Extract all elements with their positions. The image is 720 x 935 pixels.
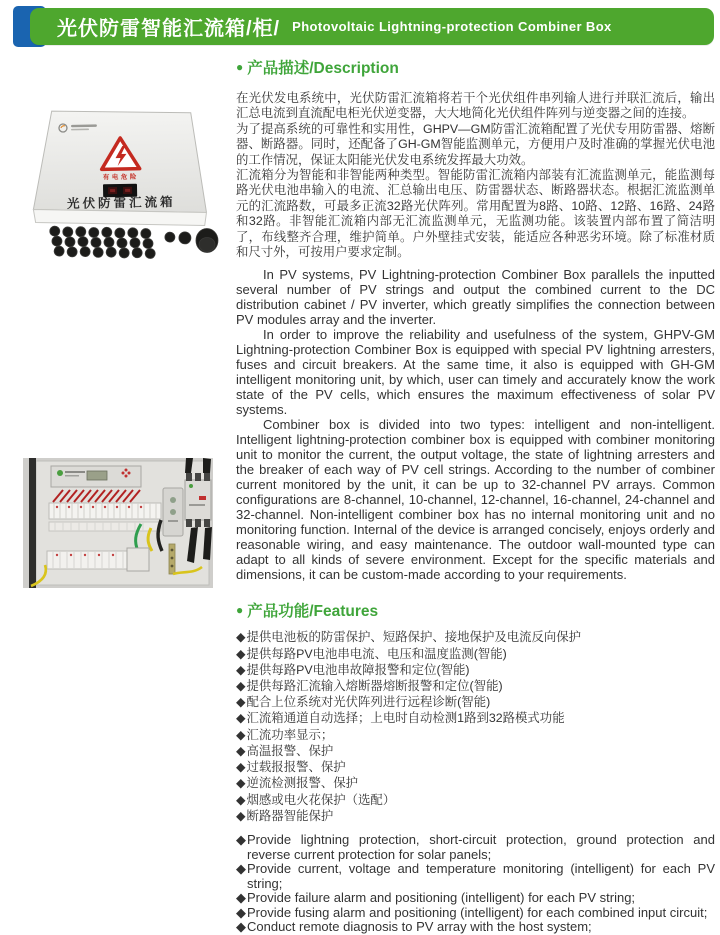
combiner-box-photo <box>20 96 225 276</box>
feature-item-en <box>236 891 715 906</box>
description-paragraph-en: Combiner box is divided into two types: intelligent and non-intelligent. Intelligent lightning-protection combiner box is equipped with combiner monitoring unit to monitor the current, the output voltage, the state of lightning arresters and the breaker of each way of PV cell strings. According to the number of combiner current monitored by the unit, it can be up to 32-channel PV arrays. Common configurations are 8-channel, 10-channel, 12-channel, 16-channel, 24-channel and 32-channel. Non-intelligent combiner box has no internal monitoring unit and no monitoring function. Internal of the device is arranged concisely, enjoys orderly and reasonable wiring, and easy maintenance. The outdoor wall-mounted type can adapt to all kinds of severe environment. Except for the specific materials and dimensions, it can be custom-made according to your requirements. <box>236 417 715 583</box>
section-bullet-icon: ● <box>236 603 244 618</box>
feature-item-en <box>236 906 715 921</box>
feature-item-zh <box>236 775 715 791</box>
feature-item-text: Provide failure alarm and positioning (intelligent) for each PV string; <box>247 890 636 906</box>
diamond-bullet-icon: ◆ <box>236 695 246 710</box>
warning-label: 有电危险 <box>102 173 139 182</box>
feature-item-text: 提供每路汇流输入熔断器熔断报警和定位(智能) <box>246 679 503 694</box>
feature-item-zh <box>236 629 715 645</box>
features-section-heading <box>236 599 715 621</box>
combiner-box-internal-photo <box>23 458 213 588</box>
diamond-bullet-icon: ◆ <box>236 904 246 920</box>
diamond-bullet-icon: ◆ <box>236 727 246 742</box>
feature-item-text: 高温报警、保护 <box>246 743 334 758</box>
description-paragraph-zh: 汇流箱分为智能和非智能两种类型。智能防雷汇流箱内部装有汇流监测单元，能监测每路光伏电池串输入的电流、汇总输出电压、防雷器状态、断路器状态。根据汇流监测单元的汇流路数，可最多正流32路光伏阵列。常用配置为8路、10路、12路、16路、24路和32路。非智能汇流箱内部无汇流监测单元，无监测功能。该装置内部布置了简洁明了，布线整齐合理，维护简单。户外壁挂式安装，能适应各种恶劣环境。除了标准材质和尺寸外，可按用户要求定制。 <box>236 168 715 260</box>
feature-item-text: 配合上位系统对光伏阵列进行远程诊断(智能) <box>246 695 491 710</box>
feature-item-zh <box>236 759 715 775</box>
diamond-bullet-icon: ◆ <box>236 760 246 775</box>
features-heading-label: 产品功能/Features <box>247 603 379 621</box>
page-title-zh: 光伏防雷智能汇流箱/柜/ <box>57 18 281 40</box>
feature-item-zh <box>236 808 715 824</box>
monitoring-unit <box>51 466 141 487</box>
feature-item-text: 提供电池板的防雷保护、短路保护、接地保护及电流反向保护 <box>246 630 582 645</box>
diamond-bullet-icon: ◆ <box>236 743 246 758</box>
description-paragraph-en: In order to improve the reliability and usefulness of the system, GHPV-GM Lightning-protection Combiner Box is equipped with special PV lightning arresters, fuses and circuit breakers. At the same time, it also is equipped with GH-GM intelligent monitoring unit, by which, user can timely and accurately know the work state of the PV cells, which ensures the maximum effectiveness of solar PV systems. <box>236 327 715 418</box>
section-bullet-icon: ● <box>236 60 244 74</box>
diamond-bullet-icon: ◆ <box>236 919 246 935</box>
feature-item-text: 提供每路PV电池串故障报警和定位(智能) <box>246 662 470 677</box>
feature-item-zh <box>236 662 715 678</box>
description-paragraph-zh: 在光伏发电系统中，光伏防雷汇流箱将若干个光伏组件串列输人进行并联汇流后，输出汇总电流到直流配电柜光伏逆变器，大大地简化光伏组件阵列与逆变器之间的连接。 <box>236 91 715 121</box>
description-paragraph-en: In PV systems, PV Lightning-protection Combiner Box parallels the inputted several number of PV strings and output the combined current to the DC distribution cabinet / PV inverter, which greatly simplifies the connection between PV modules array and the inverter. <box>236 267 715 328</box>
feature-item-text: Provide current, voltage and temperature monitoring (intelligent) for each PV string; <box>247 861 715 891</box>
description-paragraph-zh: 为了提高系统的可靠性和实用性，GHPV—GM防雷汇流箱配置了光伏专用防雷器、熔断器、断路器。同时，还配备了GH-GM智能监测单元，方便用户及时准确的掌握光伏电池的工作情况，保证太阳能光伏发电系统发挥最大功效。 <box>236 121 715 167</box>
diamond-bullet-icon: ◆ <box>236 630 246 645</box>
feature-item-text: Conduct remote diagnosis to PV array with the host system; <box>247 919 592 935</box>
header-title-bar <box>30 8 714 45</box>
feature-list-zh <box>236 629 715 823</box>
feature-list-en <box>236 833 715 935</box>
page-title-en: Photovoltaic Lightning-protection Combiner Box <box>292 19 612 34</box>
feature-item-en <box>236 920 715 935</box>
box-name-zh: 光伏防雷汇流箱 <box>66 195 176 211</box>
diamond-bullet-icon: ◆ <box>236 776 246 791</box>
combiner-box-illustration <box>20 96 225 276</box>
feature-item-en <box>236 862 715 891</box>
feature-item-text: 过载报报警、保护 <box>246 760 346 775</box>
feature-item-text: 汇流功率显示； <box>246 727 334 742</box>
feature-item-zh <box>236 727 715 743</box>
feature-item-text: Provide lightning protection, short-circuit protection, ground protection and reverse current protection for solar panels; <box>247 831 715 862</box>
diamond-bullet-icon: ◆ <box>236 646 246 661</box>
description-section-heading <box>236 56 715 78</box>
description-heading-label: 产品描述/Description <box>247 60 399 77</box>
circuit-breaker <box>185 473 211 527</box>
page-header <box>0 6 720 48</box>
diamond-bullet-icon: ◆ <box>236 808 246 823</box>
feature-item-text: 断路器智能保护 <box>246 808 334 823</box>
diamond-bullet-icon: ◆ <box>236 792 246 807</box>
description-paragraphs-en <box>236 267 715 582</box>
feature-item-zh <box>236 792 715 808</box>
feature-item-text: Provide fusing alarm and positioning (intelligent) for each combined input circuit; <box>247 904 708 920</box>
diamond-bullet-icon: ◆ <box>236 831 246 847</box>
feature-item-zh <box>236 678 715 694</box>
diamond-bullet-icon: ◆ <box>236 861 246 877</box>
diamond-bullet-icon: ◆ <box>236 679 246 694</box>
diamond-bullet-icon: ◆ <box>236 711 246 726</box>
diamond-bullet-icon: ◆ <box>236 890 246 906</box>
feature-item-zh <box>236 710 715 726</box>
internal-wiring-illustration <box>23 458 213 588</box>
cable-glands <box>50 223 219 260</box>
diamond-bullet-icon: ◆ <box>236 662 246 677</box>
feature-item-text: 提供每路PV电池串电流、电压和温度监测(智能) <box>246 646 507 661</box>
feature-item-zh <box>236 694 715 710</box>
description-paragraphs-zh <box>236 91 715 260</box>
feature-item-text: 逆流检测报警、保护 <box>246 776 359 791</box>
content-column <box>236 56 715 935</box>
feature-item-en <box>236 833 715 862</box>
feature-item-text: 汇流箱通道自动选择；上电时自动检测1路到32路模式功能 <box>246 711 565 726</box>
feature-item-zh <box>236 743 715 759</box>
fuse-terminal-rows <box>49 503 161 531</box>
feature-item-text: 烟感或电火花保护（选配） <box>246 792 396 807</box>
cabinet-door-edge <box>29 458 36 588</box>
feature-item-zh <box>236 646 715 662</box>
surge-arrester-unit <box>163 488 183 536</box>
